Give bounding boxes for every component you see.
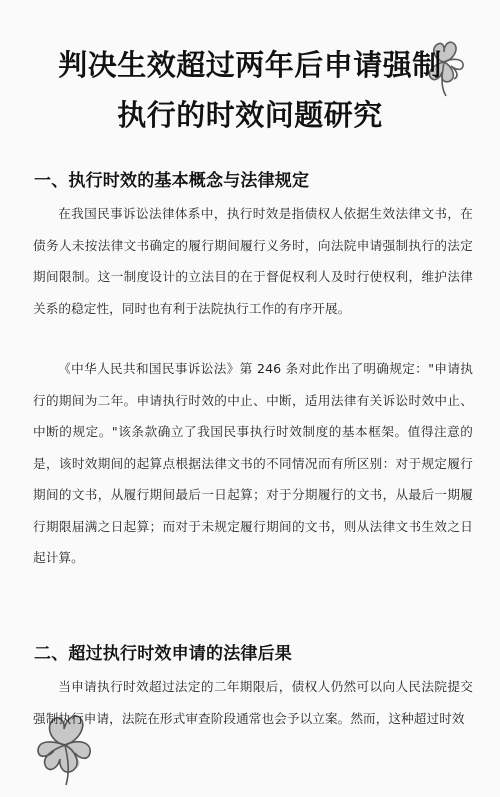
section-2-paragraph-1: 当申请执行时效超过法定的二年期限后，债权人仍然可以向人民法院提交强制执行申请，法院在形式审查阶段通常也会予以立案。然而，这种超过时效 xyxy=(33,679,473,726)
section-1-paragraph-1: 在我国民事诉讼法律体系中，执行时效是指债权人依据生效法律文书，在债务人未按法律文书确定的履行期间履行义务时，向法院申请强制执行的法定期间限制。这一制度设计的立法目的在于督促权利人及时行使权利，维护法律关系的稳定性，同时也有利于法院执行工作的有序开展。 xyxy=(33,206,473,316)
page-title xyxy=(20,40,480,140)
title-line-1: 判决生效超过两年后申请强制 xyxy=(58,48,442,82)
section-heading-2: 二、超过执行时效申请的法律后果 xyxy=(34,644,292,664)
title-line-2: 执行的时效问题研究 xyxy=(117,98,383,132)
section-heading-1: 一、执行时效的基本概念与法律规定 xyxy=(34,171,310,191)
section-1-paragraph-2: 《中华人民共和国民事诉讼法》第 246 条对此作出了明确规定："申请执行的期间为二年。申请执行时效的中止、中断，适用法律有关诉讼时效中止、中断的规定。"该条款确立了我国民事执行时效制度的基本框架。值得注意的是，该时效期间的起算点根据法律文书的不同情况而有所区别：对于规定履行期间的文书，从履行期间最后一日起算；对于分期履行的文书，从最后一期履行期限届满之日起算；而对于未规定履行期间的文书，则从法律文书生效之日起计算。 xyxy=(33,361,473,565)
